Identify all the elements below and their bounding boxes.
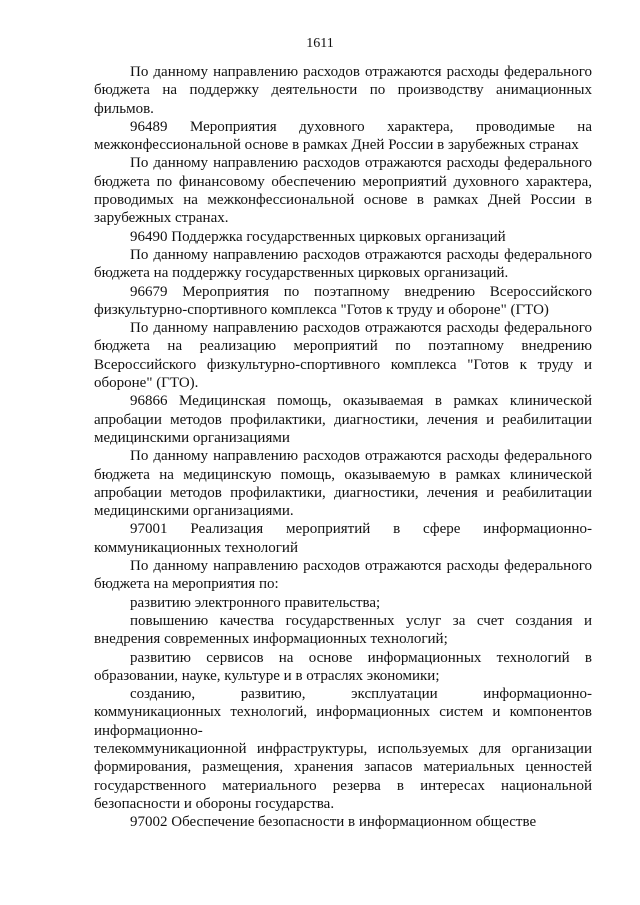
section-heading: 97002 Обеспечение безопасности в информационном обществе [130, 814, 537, 831]
paragraph: По данному направлению расходов отражаются расходы федерального бюджета на медицинскую помощь, оказываемую в рамках клинической апробации методов профилактики, диагностики, лечения и реабилитации медицинскими организациями. [94, 448, 592, 520]
section-heading: 96489 Мероприятия духовного характера, проводимые на межконфессиональной основе в рамках Дней России в зарубежных странах [94, 118, 592, 154]
list-item: созданию, развитию, эксплуатации информационно-коммуникационных технологий, информационных систем и компонентов информационно- [94, 686, 592, 739]
section-heading: 96490 Поддержка государственных цирковых организаций [130, 228, 506, 245]
list-item: развитию сервисов на основе информационных технологий в образовании, науке, культуре и в отраслях экономики; [94, 649, 592, 684]
paragraph: По данному направлению расходов отражаются расходы федерального бюджета на поддержку деятельности по производству анимационных фильмов. [94, 64, 592, 117]
paragraph: По данному направлению расходов отражаются расходы федерального бюджета на реализацию мероприятий по поэтапному внедрению Всероссийского физкультурно-спортивного комплекса "Готов к труду и обороне" (ГТО). [94, 320, 592, 392]
list-item-continuation: телекоммуникационной инфраструктуры, используемых для организации формирования, размещения, хранения запасов материальных ценностей государственного материального резерва в интересах национальной безопасности и обороны государства. [94, 740, 592, 812]
section-heading: 97001 Реализация мероприятий в сфере информационно-коммуникационных технологий [94, 521, 592, 556]
section-heading: 96866 Медицинская помощь, оказываемая в рамках клинической апробации методов профилактики, диагностики, лечения и реабилитации медицинскими организациями [94, 393, 592, 446]
section-heading: 96679 Мероприятия по поэтапному внедрению Всероссийского физкультурно-спортивного комплекса "Готов к труду и обороне" (ГТО) [94, 283, 592, 318]
paragraph: По данному направлению расходов отражаются расходы федерального бюджета на поддержку государственных цирковых организаций. [94, 246, 592, 282]
list-item: повышению качества государственных услуг за счет создания и внедрения современных информационных технологий; [94, 612, 592, 648]
paragraph: По данному направлению расходов отражаются расходы федерального бюджета на мероприятия по: [94, 558, 592, 593]
paragraph: По данному направлению расходов отражаются расходы федерального бюджета по финансовому обеспечению мероприятий духовного характера, проводимых на межконфессиональной основе в рамках Дней России в зарубежных странах. [94, 155, 592, 227]
list-item: развитию электронного правительства; [130, 594, 381, 611]
page-number: 1611 [306, 36, 334, 51]
document-body [94, 63, 592, 831]
